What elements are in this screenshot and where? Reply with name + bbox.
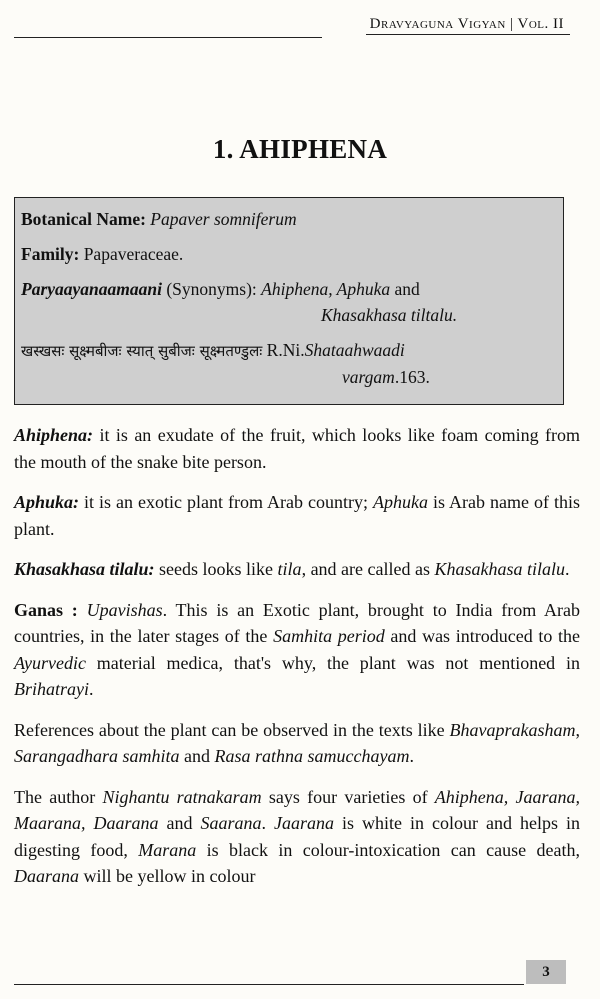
term-khasakhasa: Khasakhasa tilalu: — [14, 559, 155, 579]
running-title: Dravyaguna Vigyan | Vol. II — [366, 16, 570, 35]
paragraph-khasakhasa — [14, 556, 580, 583]
p2-text-b: is Arab name of this plant. — [14, 492, 580, 539]
body-text — [14, 422, 580, 904]
p6-text-d: . — [261, 813, 275, 833]
p4-italic-2: Samhita period — [273, 626, 385, 646]
p5-text-a: References about the plant can be observed in the texts like — [14, 719, 450, 740]
botanical-label: Botanical Name: — [21, 209, 146, 229]
sanskrit-verse: खस्खसः सूक्ष्मबीजः स्यात् सुबीजः सूक्ष्मतण्डुलः — [21, 342, 263, 360]
p3-text-b: , and are called as — [301, 559, 435, 579]
p6-italic-5: Marana — [138, 839, 197, 860]
reference-prefix: R.Ni. — [262, 340, 305, 360]
paragraph-ahiphena — [14, 422, 580, 475]
p6-italic-1: Nighantu ratnakaram — [102, 786, 262, 807]
family-label: Family: — [21, 244, 80, 264]
footer-rule — [14, 984, 524, 985]
reference-suffix: .163. — [394, 367, 430, 387]
synonyms-line — [21, 276, 553, 328]
term-ahiphena: Ahiphena: — [14, 425, 94, 445]
p6-text-b: says four varieties of — [261, 786, 435, 807]
synonyms-value-2: Khasakhasa tiltalu. — [321, 305, 458, 325]
p3-italic-1: tila — [277, 559, 302, 579]
p1-text: it is an exudate of the fruit, which looks like foam coming from the mouth of the snake bite person. — [14, 425, 580, 472]
reference-italic-1: Shataahwaadi — [304, 340, 405, 360]
p6-text-a: The author — [14, 786, 103, 807]
p6-italic-4: Jaarana — [274, 813, 335, 833]
p4-italic-1: Upavishas — [77, 599, 163, 620]
p3-text-a: seeds looks like — [154, 559, 278, 579]
p4-italic-3: Ayurvedic — [14, 652, 86, 673]
family-value: Papaveraceae. — [83, 244, 184, 264]
p4-text-a: . This is an Exotic plant, brought to India from Arab countries, in the later stages of the — [14, 599, 580, 646]
p4-text-d: . — [89, 679, 94, 699]
paragraph-aphuka — [14, 489, 580, 542]
p5-text-b: , — [575, 719, 580, 740]
p6-text-e: is white in colour and helps in digesting food, — [14, 813, 580, 860]
term-ganas: Ganas : — [14, 599, 78, 620]
botanical-value: Papaver somniferum — [150, 209, 297, 229]
paragraph-references — [14, 717, 580, 770]
p6-text-g: will be yellow in colour — [79, 866, 256, 886]
botanical-name-line — [21, 206, 553, 232]
paragraph-ganas — [14, 597, 580, 703]
chapter-title: 1. AHIPHENA — [212, 134, 388, 164]
p6-italic-6: Daarana — [14, 866, 80, 886]
family-line — [21, 241, 553, 267]
synonyms-label: Paryaayanaamaani — [21, 279, 162, 299]
reference-italic-2: vargam — [342, 367, 395, 387]
p5-italic-1: Bhavaprakasham — [449, 719, 576, 740]
page-footer — [14, 960, 580, 990]
page-number: 3 — [526, 960, 566, 984]
p4-italic-4: Brihatrayi — [14, 679, 89, 699]
p4-text-b: and was introduced to the — [384, 626, 581, 646]
p2-text-a: it is an exotic plant from Arab country; — [79, 492, 374, 512]
p5-italic-3: Rasa rathna samucchayam — [214, 746, 410, 766]
paragraph-varieties — [14, 784, 580, 890]
p6-text-c: and — [158, 813, 201, 833]
p5-italic-2: Sarangadhara samhita — [14, 746, 180, 766]
synonyms-label-suffix: (Synonyms): — [161, 279, 257, 299]
synonyms-value-1: Ahiphena, Aphuka — [261, 279, 391, 299]
p6-text-f: is black in colour-intoxication can cause death, — [196, 839, 580, 860]
p2-italic: Aphuka — [373, 492, 428, 512]
p6-italic-2: Ahiphena, Jaarana, Maarana, Daarana — [14, 786, 581, 833]
sanskrit-reference-line — [21, 337, 553, 390]
p5-text-c: and — [179, 746, 215, 766]
running-header — [14, 14, 570, 40]
synonyms-and: and — [390, 279, 420, 299]
header-rule — [14, 37, 322, 38]
p3-text-c: . — [565, 559, 570, 579]
p3-italic-2: Khasakhasa tilalu — [434, 559, 566, 579]
term-aphuka: Aphuka: — [14, 492, 80, 512]
p5-text-d: . — [409, 746, 414, 766]
p6-italic-3: Saarana — [200, 813, 262, 833]
botanical-info-box — [14, 197, 564, 405]
p4-text-c: material medica, that's why, the plant was not mentioned in — [85, 652, 580, 673]
